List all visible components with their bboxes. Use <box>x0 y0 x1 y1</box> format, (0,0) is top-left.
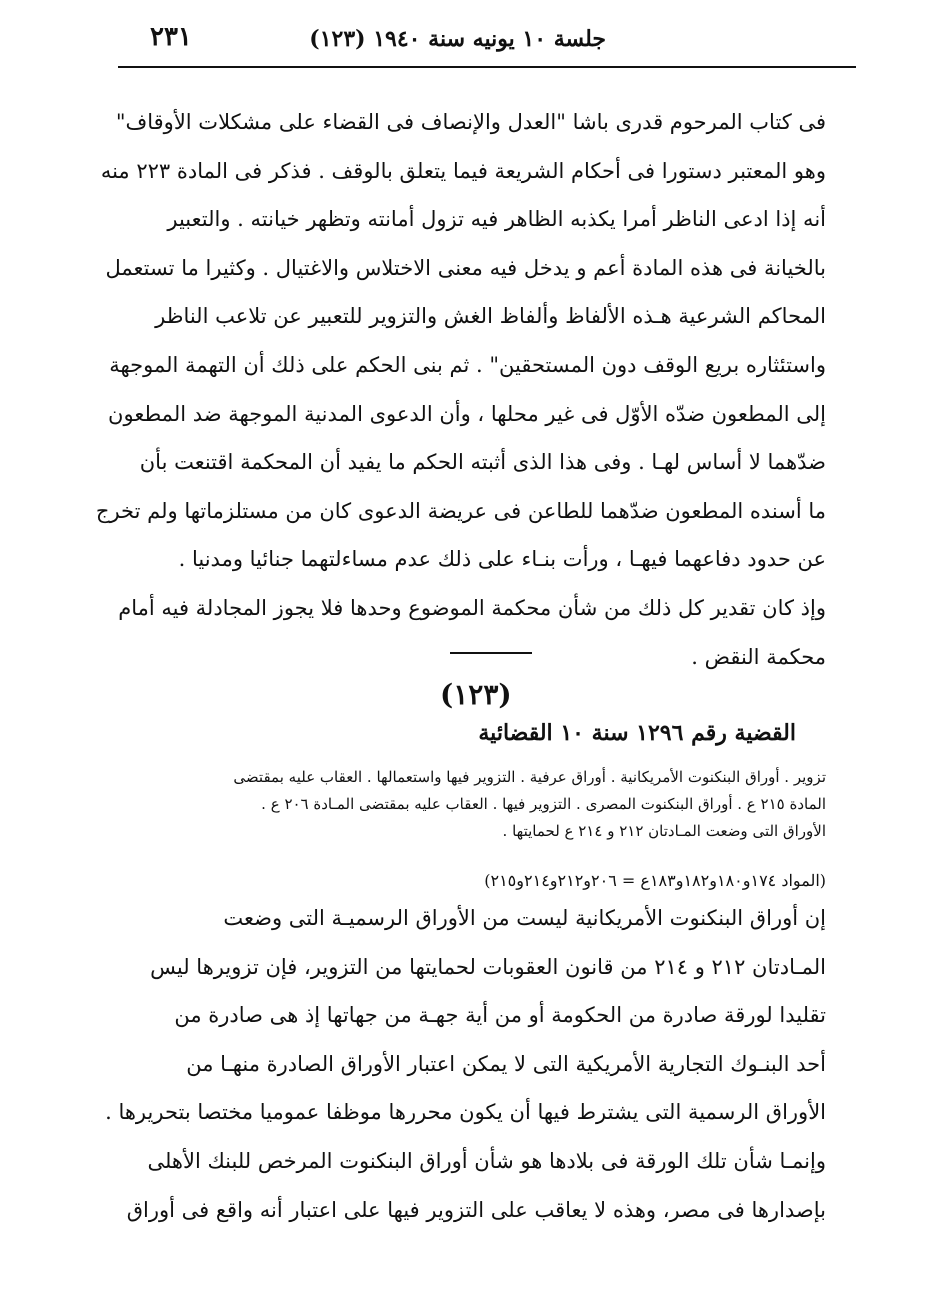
body-line: وإذ كان تقدير كل ذلك من شأن محكمة الموضوع وحدها فلا يجوز المجادلة فيه أمام <box>118 595 826 620</box>
body-line: وهو المعتبر دستورا فى أحكام الشريعة فيما يتعلق بالوقف . فذكر فى المادة ٢٢٣ منه <box>100 158 826 183</box>
holding-line: تقليدا لورقة صادرة من الحكومة أو من أية جهـة من جهاتها إذ هى صادرة من <box>174 1003 826 1028</box>
body-line: أنه إذا ادعى الناظر أمرا يكذبه الظاهر فيه تزول أمانته وتظهر خيانته . والتعبير <box>167 207 826 232</box>
body-line: ضدّهما لا أساس لهـا . وفى هذا الذى أثبته الحكم ما يفيد أن المحكمة اقتنعت بأن <box>139 450 826 475</box>
keyword-line: الأوراق التى وضعت المـادتان ٢١٢ و ٢١٤ ع لحمايتها . <box>502 822 826 840</box>
articles-reference: (المواد ١٧٤و١٨٠و١٨٢و١٨٣ع = ٢٠٦و٢١٢و٢١٤و٢١٥) <box>484 871 826 890</box>
keywords-summary <box>150 764 826 845</box>
holding-line: وإنمـا شأن تلك الورقة فى بلادها هو شأن أوراق البنكنوت المرخص للبنك الأهلى <box>147 1148 826 1173</box>
page-header <box>100 22 796 62</box>
previous-case-text <box>95 98 826 681</box>
section-divider <box>450 652 532 654</box>
body-line: ما أسنده المطعون ضدّهما للطاعن فى عريضة الدعوى كان من مستلزماتها ولم تخرج <box>95 498 826 523</box>
running-title: جلسة ١٠ يونيه سنة ١٩٤٠ (١٢٣) <box>309 26 606 52</box>
body-line: محكمة النقض . <box>691 644 826 669</box>
body-line: المحاكم الشرعية هـذه الألفاظ وألفاظ الغش والتزوير للتعبير عن تلاعب الناظر <box>155 304 826 329</box>
keyword-line: تزوير . أوراق البنكنوت الأمريكانية . أوراق عرفية . التزوير فيها واستعمالها . العقاب عليه بمقتضى <box>233 768 826 786</box>
case-title: القضية رقم ١٢٩٦ سنة ١٠ القضائية <box>478 720 796 746</box>
body-line: واستئثاره بريع الوقف دون المستحقين" . ثم بنى الحكم على ذلك أن التهمة الموجهة <box>109 352 826 377</box>
body-line: عن حدود دفاعهما فيهـا ، ورأت بنـاء على ذلك عدم مساءلتهما جنائيا ومدنيا . <box>178 547 826 572</box>
holding-line: بإصدارها فى مصر، وهذه لا يعاقب على التزوير فيها على اعتبار أنه واقع فى أوراق <box>126 1197 826 1222</box>
holding-line: أحد البنـوك التجارية الأمريكية التى لا يمكن اعتبار الأوراق الصادرة منهـا من <box>186 1051 826 1076</box>
holding-text <box>105 894 826 1234</box>
keyword-line: المادة ٢١٥ ع . أوراق البنكنوت المصرى . التزوير فيها . العقاب عليه بمقتضى المـادة ٢٠٦ ع . <box>261 795 826 813</box>
body-line: إلى المطعون ضدّه الأوّل فى غير محلها ، وأن الدعوى المدنية الموجهة ضد المطعون <box>108 401 826 426</box>
body-line: فى كتاب المرحوم قدرى باشا "العدل والإنصاف فى القضاء على مشكلات الأوقاف" <box>115 110 826 134</box>
ruling-number: (١٢٣) <box>440 678 512 711</box>
header-rule <box>118 66 856 68</box>
holding-line: المـادتان ٢١٢ و ٢١٤ من قانون العقوبات لحمايتها من التزوير، فإن تزويرها ليس <box>150 954 826 979</box>
body-line: بالخيانة فى هذه المادة أعم و يدخل فيه معنى الاختلاس والاغتيال . وكثيرا ما تستعمل <box>105 255 826 280</box>
page-number: ٢٣١ <box>150 22 192 52</box>
holding-line: إن أوراق البنكنوت الأمريكانية ليست من الأوراق الرسميـة التى وضعت <box>223 906 826 930</box>
holding-line: الأوراق الرسمية التى يشترط فيها أن يكون محررها موظفا عموميا مختصا بتحريرها . <box>105 1100 826 1125</box>
